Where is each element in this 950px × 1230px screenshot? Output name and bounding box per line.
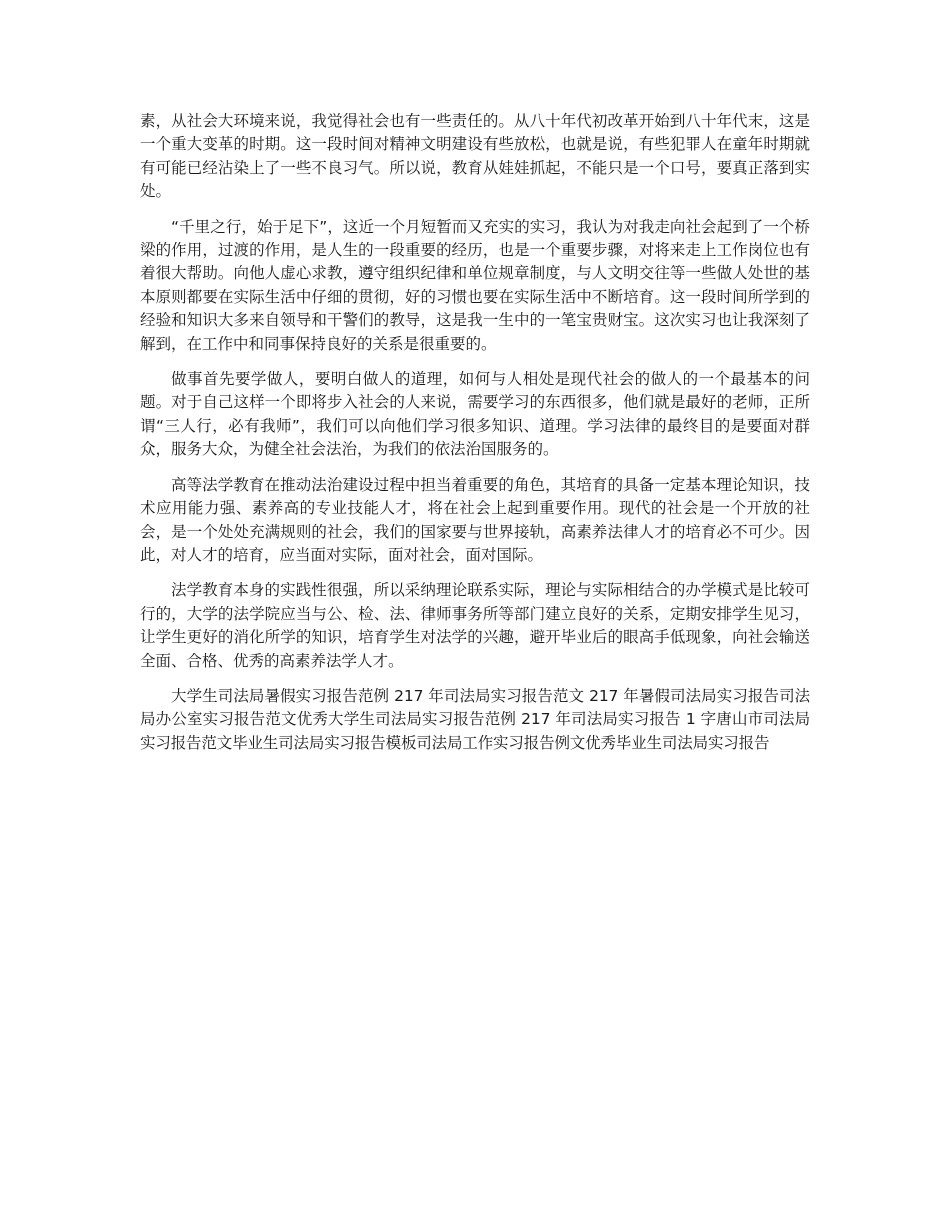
document-body — [140, 110, 810, 767]
paragraph-related-titles: 大学生司法局暑假实习报告范例 217 年司法局实习报告范文 217 年暑假司法局实习报告司法局办公室实习报告范文优秀大学生司法局实习报告范例 217 年司法局实习报告 1 字唐山市司法局实习报告范文毕业生司法局实习报告模板司法局工作实习报告例文优秀毕业生司法局实习报告 — [140, 686, 810, 752]
paragraph-practice-of-law-education: 法学教育本身的实践性很强，所以采纳理论联系实际，理论与实际相结合的办学模式是比较可行的，大学的法学院应当与公、检、法、律师事务所等部门建立良好的关系，定期安排学生见习，让学生更好的消化所学的知识，培育学生对法学的兴趣，避开毕业后的眼高手低现象，向社会输送全面、合格、优秀的高素养法学人才。 — [140, 581, 810, 670]
paragraph-internship-reflection: “千里之行，始于足下”，这近一个月短暂而又充实的实习，我认为对我走向社会起到了一个桥梁的作用，过渡的作用，是人生的一段重要的经历，也是一个重要步骤，对将来走上工作岗位也有着很大帮助。向他人虚心求教，遵守组织纪律和单位规章制度，与人文明交往等一些做人处世的基本原则都要在实际生活中仔细的贯彻，好的习惯也要在实际生活中不断培育。这一段时间所学到的经验和知识大多来自领导和干警们的教导，这是我一生中的一笔宝贵财宝。这次实习也让我深刻了解到，在工作中和同事保持良好的关系是很重要的。 — [140, 217, 810, 353]
paragraph-higher-legal-education: 高等法学教育在推动法治建设过程中担当着重要的角色，其培育的具备一定基本理论知识，技术应用能力强、素养高的专业技能人才，将在社会上起到重要作用。现代的社会是一个开放的社会，是一个处处充满规则的社会，我们的国家要与世界接轨，高素养法律人才的培育必不可少。因此，对人才的培育，应当面对实际，面对社会，面对国际。 — [140, 475, 810, 564]
paragraph-continuation: 素，从社会大环境来说，我觉得社会也有一些责任的。从八十年代初改革开始到八十年代末，这是一个重大变革的时期。这一段时间对精神文明建设有些放松，也就是说，有些犯罪人在童年时期就有可能已经沾染上了一些不良习气。所以说，教育从娃娃抓起，不能只是一个口号，要真正落到实处。 — [140, 112, 810, 201]
paragraph-learn-to-be-human: 做事首先要学做人，要明白做人的道理，如何与人相处是现代社会的做人的一个最基本的问题。对于自己这样一个即将步入社会的人来说，需要学习的东西很多，他们就是最好的老师，正所谓“三人行，必有我师”，我们可以向他们学习很多知识、道理。学习法律的最终目的是要面对群众，服务大众，为健全社会法治，为我们的依法治国服务的。 — [140, 370, 810, 459]
